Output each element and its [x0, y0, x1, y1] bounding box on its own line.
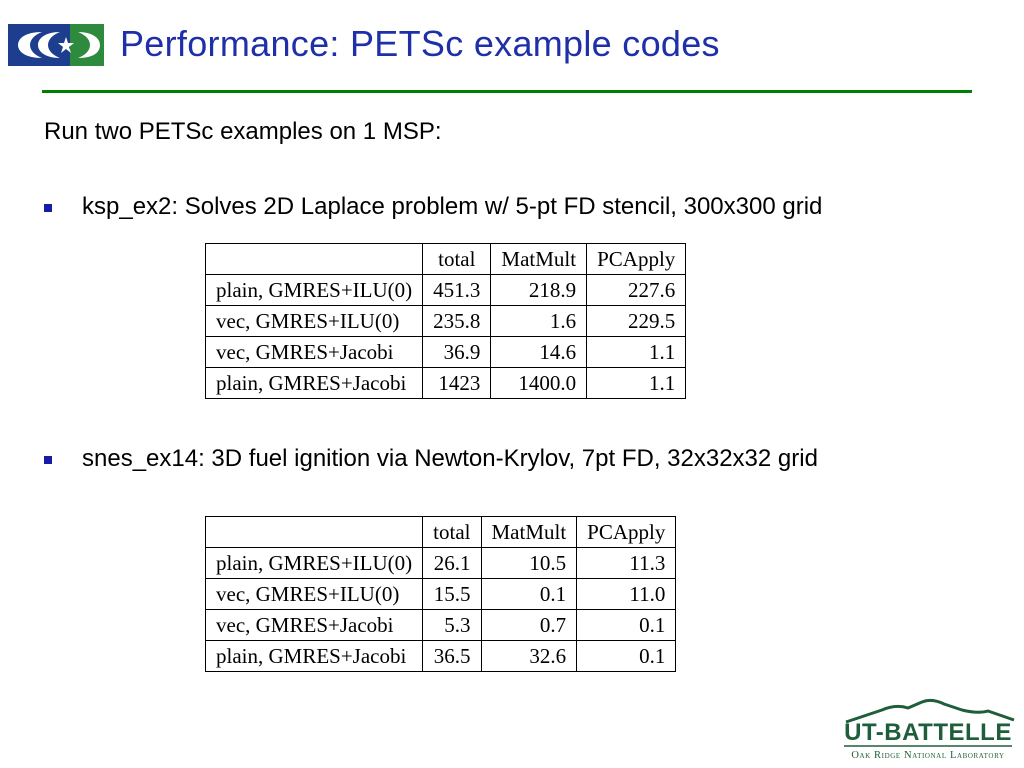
table-row — [206, 368, 686, 399]
cell-matmult: 0.7 — [481, 610, 577, 641]
cell-pcapply: 227.6 — [587, 275, 686, 306]
slide-title: Performance: PETSc example codes — [120, 23, 720, 64]
column-header-total: total — [423, 244, 491, 275]
ut-battelle-logo — [838, 694, 1018, 764]
column-header-matmult: MatMult — [481, 517, 577, 548]
cell-pcapply: 1.1 — [587, 337, 686, 368]
bullet-text: snes_ex14: 3D fuel ignition via Newton-Krylov, 7pt FD, 32x32x32 grid — [82, 445, 818, 472]
cell-total: 36.9 — [423, 337, 491, 368]
snes-ex14-results-table — [205, 516, 676, 672]
cell-matmult: 1400.0 — [491, 368, 587, 399]
row-label: plain, GMRES+Jacobi — [206, 641, 423, 672]
csm-logo-icon — [8, 24, 104, 66]
cell-pcapply: 11.0 — [577, 579, 676, 610]
square-bullet-icon — [44, 456, 52, 464]
row-label: vec, GMRES+ILU(0) — [206, 579, 423, 610]
logo-name: UT-BATTELLE — [844, 719, 1012, 746]
row-label: vec, GMRES+ILU(0) — [206, 306, 423, 337]
cell-total: 36.5 — [423, 641, 481, 672]
cell-total: 15.5 — [423, 579, 481, 610]
corner-header — [206, 244, 423, 275]
logo-subtitle: Oak Ridge National Laboratory — [851, 750, 1005, 761]
row-label: vec, GMRES+Jacobi — [206, 337, 423, 368]
cell-total: 451.3 — [423, 275, 491, 306]
title-divider — [42, 90, 972, 93]
row-label: plain, GMRES+ILU(0) — [206, 275, 423, 306]
table-row — [206, 641, 676, 672]
ksp-ex2-results-table — [205, 243, 686, 399]
table-row — [206, 337, 686, 368]
cell-total: 235.8 — [423, 306, 491, 337]
intro-text: Run two PETSc examples on 1 MSP: — [44, 118, 442, 145]
cell-pcapply: 0.1 — [577, 641, 676, 672]
table-row — [206, 548, 676, 579]
row-label: vec, GMRES+Jacobi — [206, 610, 423, 641]
cell-matmult: 10.5 — [481, 548, 577, 579]
corner-header — [206, 517, 423, 548]
table-header-row — [206, 244, 686, 275]
column-header-pcapply: PCApply — [587, 244, 686, 275]
table-row — [206, 610, 676, 641]
column-header-pcapply: PCApply — [577, 517, 676, 548]
row-label: plain, GMRES+Jacobi — [206, 368, 423, 399]
table-header-row — [206, 517, 676, 548]
cell-total: 26.1 — [423, 548, 481, 579]
table-row — [206, 275, 686, 306]
cell-pcapply: 0.1 — [577, 610, 676, 641]
column-header-matmult: MatMult — [491, 244, 587, 275]
cell-pcapply: 11.3 — [577, 548, 676, 579]
cell-matmult: 0.1 — [481, 579, 577, 610]
cell-matmult: 218.9 — [491, 275, 587, 306]
cell-total: 1423 — [423, 368, 491, 399]
table-row — [206, 579, 676, 610]
cell-pcapply: 1.1 — [587, 368, 686, 399]
bullet-text: ksp_ex2: Solves 2D Laplace problem w/ 5-pt FD stencil, 300x300 grid — [82, 193, 823, 220]
cell-matmult: 14.6 — [491, 337, 587, 368]
square-bullet-icon — [44, 204, 52, 212]
cell-pcapply: 229.5 — [587, 306, 686, 337]
cell-total: 5.3 — [423, 610, 481, 641]
cell-matmult: 1.6 — [491, 306, 587, 337]
column-header-total: total — [423, 517, 481, 548]
row-label: plain, GMRES+ILU(0) — [206, 548, 423, 579]
cell-matmult: 32.6 — [481, 641, 577, 672]
table-row — [206, 306, 686, 337]
